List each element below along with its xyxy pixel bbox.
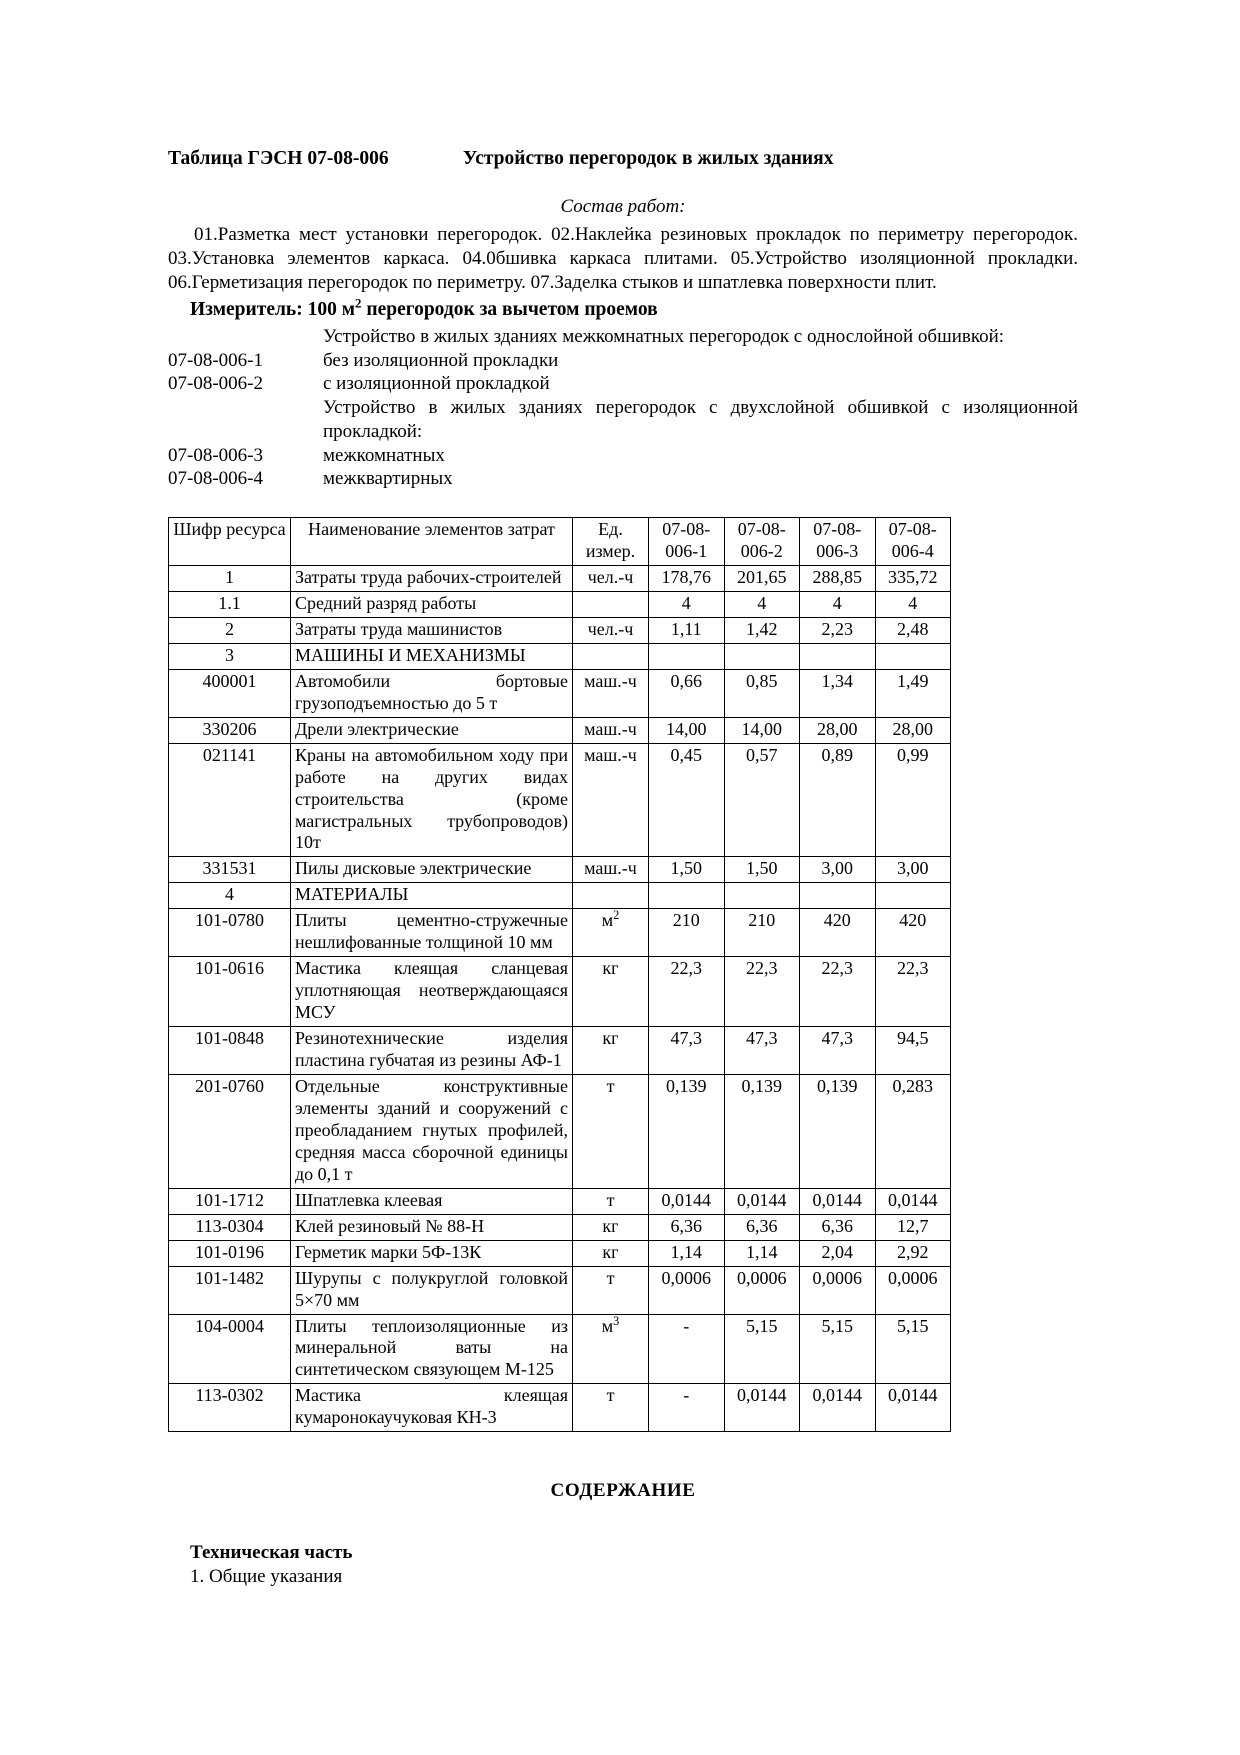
table-row [169, 617, 951, 643]
code-list-item [168, 325, 1078, 349]
cell-resource-name: Затраты труда машинистов [291, 617, 573, 643]
cell-resource-name: Отдельные конструктивные элементы зданий и сооружений с преобладанием гнутых профилей, средняя масса сборочной единицы до 0,1 т [291, 1074, 573, 1188]
table-row [169, 717, 951, 743]
cell-value-006-3: 0,0006 [800, 1266, 876, 1314]
cell-resource-name: Дрели электрические [291, 717, 573, 743]
cell-value-006-2: 0,0144 [724, 1188, 800, 1214]
code-description: с изоляционной прокладкой [323, 373, 550, 395]
table-row [169, 1384, 951, 1432]
table-row [169, 643, 951, 669]
cell-value-006-3: 0,0144 [800, 1384, 876, 1432]
cell-value-006-3: 5,15 [800, 1314, 876, 1384]
cell-value-006-3: 22,3 [800, 957, 876, 1027]
cell-unit: $м^3$ [573, 1314, 649, 1384]
cell-resource-code: 101-1712 [169, 1188, 291, 1214]
cell-resource-code: 1.1 [169, 591, 291, 617]
cell-resource-name: Плиты теплоизоляционные из минеральной ваты на синтетическом связующем М-125 [291, 1314, 573, 1384]
cell-resource-name: Резинотехнические изделия пластина губчатая из резины АФ-1 [291, 1027, 573, 1075]
cell-resource-code: 3 [169, 643, 291, 669]
cell-value-006-1: 4 [649, 591, 725, 617]
cell-value-006-2: 0,85 [724, 669, 800, 717]
column-header-006-4: 07-08-006-4 [875, 518, 951, 566]
cell-resource-code: 113-0304 [169, 1214, 291, 1240]
cell-value-006-3: 0,0144 [800, 1188, 876, 1214]
code-description: межквартирных [323, 468, 453, 490]
cell-resource-name: Клей резиновый № 88-Н [291, 1214, 573, 1240]
cell-value-006-4 [875, 883, 951, 909]
cell-value-006-1: 6,36 [649, 1214, 725, 1240]
cell-value-006-2: 47,3 [724, 1027, 800, 1075]
code-description: межкомнатных [323, 444, 445, 466]
cell-value-006-3 [800, 883, 876, 909]
table-row [169, 1027, 951, 1075]
cell-value-006-3: 420 [800, 909, 876, 957]
cell-value-006-2: 1,14 [724, 1240, 800, 1266]
cell-value-006-3: 2,23 [800, 617, 876, 643]
cell-unit: чел.-ч [573, 617, 649, 643]
table-row [169, 669, 951, 717]
cell-resource-code: 104-0004 [169, 1314, 291, 1384]
cell-unit: маш.-ч [573, 743, 649, 857]
cell-value-006-2: 5,15 [724, 1314, 800, 1384]
cell-value-006-1 [649, 643, 725, 669]
cell-value-006-1: 14,00 [649, 717, 725, 743]
cell-resource-code: 101-0616 [169, 957, 291, 1027]
cell-value-006-2: 0,57 [724, 743, 800, 857]
table-row [169, 957, 951, 1027]
cell-section-title: МАТЕРИАЛЫ [291, 883, 573, 909]
cell-resource-code: 113-0302 [169, 1384, 291, 1432]
cell-resource-name: Шпатлевка клеевая [291, 1188, 573, 1214]
cell-value-006-2: 1,50 [724, 857, 800, 883]
document-page [168, 148, 1078, 1588]
cell-value-006-4: 420 [875, 909, 951, 957]
cell-value-006-2: 201,65 [724, 565, 800, 591]
code-list-item [168, 349, 1078, 373]
table-row [169, 743, 951, 857]
cell-value-006-4: 0,0006 [875, 1266, 951, 1314]
measurement-unit [168, 296, 1078, 321]
code-label: 07-08-006-3 [168, 444, 263, 466]
cell-resource-name: Средний разряд работы [291, 591, 573, 617]
cell-value-006-1: 0,66 [649, 669, 725, 717]
code-description: Устройство в жилых зданиях перегородок с двухслойной обшивкой с изоляционной прокладкой: [323, 397, 1078, 442]
measurement-superscript: 2 [355, 296, 362, 311]
cell-value-006-1: 0,45 [649, 743, 725, 857]
cell-resource-code: 101-0848 [169, 1027, 291, 1075]
cell-value-006-4: 0,99 [875, 743, 951, 857]
cell-resource-code: 4 [169, 883, 291, 909]
cell-value-006-4: 0,283 [875, 1074, 951, 1188]
code-list-item [168, 396, 1078, 444]
cell-value-006-1: 178,76 [649, 565, 725, 591]
document-header [168, 148, 1078, 170]
code-label: 07-08-006-1 [168, 349, 263, 371]
cell-value-006-4: 0,0144 [875, 1384, 951, 1432]
cell-value-006-3: 0,139 [800, 1074, 876, 1188]
cell-resource-name: Герметик марки 5Ф-13К [291, 1240, 573, 1266]
cell-unit: кг [573, 957, 649, 1027]
resource-table [168, 517, 951, 1432]
cell-value-006-2: 14,00 [724, 717, 800, 743]
cell-value-006-1: 0,0006 [649, 1266, 725, 1314]
cell-unit: $м^2$ [573, 909, 649, 957]
cell-value-006-2: 0,0144 [724, 1384, 800, 1432]
cell-resource-code: 021141 [169, 743, 291, 857]
cell-resource-code: 101-0196 [169, 1240, 291, 1266]
technical-part-heading: Техническая часть [190, 1542, 353, 1564]
cell-value-006-4: 5,15 [875, 1314, 951, 1384]
cell-value-006-4: 12,7 [875, 1214, 951, 1240]
cell-value-006-4: 28,00 [875, 717, 951, 743]
cell-value-006-1: 210 [649, 909, 725, 957]
cell-value-006-4: 22,3 [875, 957, 951, 1027]
column-header-code: Шифр ресурса [169, 518, 291, 566]
contents-item-general-instructions: 1. Общие указания [190, 1566, 343, 1588]
cell-value-006-3: 0,89 [800, 743, 876, 857]
cell-unit [573, 883, 649, 909]
cell-unit: кг [573, 1240, 649, 1266]
cell-value-006-4: 0,0144 [875, 1188, 951, 1214]
cell-resource-code: 2 [169, 617, 291, 643]
cell-resource-name: Мастика клеящая сланцевая уплотняющая неотверждающаяся МСУ [291, 957, 573, 1027]
cell-value-006-3: 3,00 [800, 857, 876, 883]
cell-value-006-2: 210 [724, 909, 800, 957]
cell-value-006-1 [649, 883, 725, 909]
table-row [169, 1240, 951, 1266]
cell-value-006-4: 1,49 [875, 669, 951, 717]
code-list-item [168, 444, 1078, 468]
code-description: без изоляционной прокладки [323, 349, 559, 371]
cell-resource-code: 1 [169, 565, 291, 591]
column-header-006-1: 07-08-006-1 [649, 518, 725, 566]
table-row [169, 857, 951, 883]
cell-value-006-4: 335,72 [875, 565, 951, 591]
cell-value-006-1: 1,14 [649, 1240, 725, 1266]
cell-resource-name: Пилы дисковые электрические [291, 857, 573, 883]
page-title: Устройство перегородок в жилых зданиях [463, 148, 834, 169]
column-header-006-2: 07-08-006-2 [724, 518, 800, 566]
cell-value-006-4: 3,00 [875, 857, 951, 883]
cell-unit: т [573, 1266, 649, 1314]
cell-resource-code: 101-1482 [169, 1266, 291, 1314]
cell-value-006-2: 0,139 [724, 1074, 800, 1188]
cell-value-006-3: 4 [800, 591, 876, 617]
composition-label: Состав работ: [560, 196, 686, 217]
contents-title: СОДЕРЖАНИЕ [550, 1480, 696, 1502]
cell-resource-name: Плиты цементно-стружечные нешлифованные толщиной 10 мм [291, 909, 573, 957]
code-label: 07-08-006-2 [168, 373, 263, 395]
column-header-unit: Ед. измер. [573, 518, 649, 566]
cell-resource-name: Автомобили бортовые грузоподъемностью до 5 т [291, 669, 573, 717]
unit-superscript: 3 [613, 1313, 620, 1328]
cell-resource-code: 330206 [169, 717, 291, 743]
cell-value-006-3: 288,85 [800, 565, 876, 591]
cell-value-006-2: 0,0006 [724, 1266, 800, 1314]
code-list-item [168, 372, 1078, 396]
code-list [168, 325, 1078, 491]
cell-value-006-3: 47,3 [800, 1027, 876, 1075]
cell-resource-name: Мастика клеящая кумаронокаучуковая КН-3 [291, 1384, 573, 1432]
cell-unit: маш.-ч [573, 857, 649, 883]
cell-value-006-4: 94,5 [875, 1027, 951, 1075]
cell-value-006-1: 0,0144 [649, 1188, 725, 1214]
cell-value-006-4 [875, 643, 951, 669]
cell-section-title: МАШИНЫ И МЕХАНИЗМЫ [291, 643, 573, 669]
cell-value-006-4: 4 [875, 591, 951, 617]
cell-value-006-2: 6,36 [724, 1214, 800, 1240]
table-row [169, 1188, 951, 1214]
cell-value-006-1: 0,139 [649, 1074, 725, 1188]
table-body [169, 565, 951, 1431]
cell-value-006-1: - [649, 1314, 725, 1384]
column-header-006-3: 07-08-006-3 [800, 518, 876, 566]
cell-unit: чел.-ч [573, 565, 649, 591]
cell-unit: т [573, 1074, 649, 1188]
measurement-suffix: перегородок за вычетом проемов [361, 298, 658, 320]
table-row [169, 883, 951, 909]
cell-value-006-4: 2,48 [875, 617, 951, 643]
cell-value-006-3: 2,04 [800, 1240, 876, 1266]
cell-value-006-1: - [649, 1384, 725, 1432]
cell-resource-code: 331531 [169, 857, 291, 883]
cell-resource-code: 201-0760 [169, 1074, 291, 1188]
cell-value-006-1: 22,3 [649, 957, 725, 1027]
code-list-item [168, 467, 1078, 491]
cell-resource-name: Затраты труда рабочих-строителей [291, 565, 573, 591]
cell-value-006-4: 2,92 [875, 1240, 951, 1266]
composition-text: 01.Разметка мест установки перегородок. 02.Наклейка резиновых прокладок по периметру перегородок. 03.Установка элементов каркаса. 04.0бшивка каркаса плитами. 05.Устройство изоляционной прокладки. 06.Герметизация перегородок по периметру. 07.Заделка стыков и шпатлевка поверхности плит. [168, 224, 1078, 293]
cell-unit: маш.-ч [573, 669, 649, 717]
cell-value-006-3: 6,36 [800, 1214, 876, 1240]
cell-unit: т [573, 1188, 649, 1214]
cell-resource-code: 101-0780 [169, 909, 291, 957]
cell-value-006-2 [724, 643, 800, 669]
table-row [169, 1074, 951, 1188]
cell-value-006-3: 1,34 [800, 669, 876, 717]
cell-value-006-2: 1,42 [724, 617, 800, 643]
cell-value-006-2 [724, 883, 800, 909]
cell-resource-name: Краны на автомобильном ходу при работе на других видах строительства (кроме магистральных трубопроводов) 10т [291, 743, 573, 857]
cell-value-006-1: 47,3 [649, 1027, 725, 1075]
table-header-row [169, 518, 951, 566]
cell-value-006-1: 1,50 [649, 857, 725, 883]
table-row [169, 1214, 951, 1240]
cell-value-006-2: 4 [724, 591, 800, 617]
table-row [169, 565, 951, 591]
table-row [169, 1266, 951, 1314]
contents-section [168, 1480, 1078, 1588]
cell-resource-code: 400001 [169, 669, 291, 717]
code-description: Устройство в жилых зданиях межкомнатных перегородок с однослойной обшивкой: [323, 325, 1005, 347]
cell-unit [573, 643, 649, 669]
table-header [169, 518, 951, 566]
table-row [169, 591, 951, 617]
cell-unit: маш.-ч [573, 717, 649, 743]
table-number: Таблица ГЭСН 07-08-006 [168, 148, 389, 169]
cell-unit: т [573, 1384, 649, 1432]
cell-value-006-2: 22,3 [724, 957, 800, 1027]
column-header-name: Наименование элементов затрат [291, 518, 573, 566]
table-row [169, 1314, 951, 1384]
cell-value-006-3 [800, 643, 876, 669]
cell-unit: кг [573, 1027, 649, 1075]
cell-value-006-1: 1,11 [649, 617, 725, 643]
measurement-prefix: Измеритель: 100 м [190, 298, 356, 320]
cell-value-006-3: 28,00 [800, 717, 876, 743]
code-label: 07-08-006-4 [168, 468, 263, 490]
cell-unit: кг [573, 1214, 649, 1240]
table-row [169, 909, 951, 957]
cell-unit [573, 591, 649, 617]
cell-resource-name: Шурупы с полукруглой головкой 5×70 мм [291, 1266, 573, 1314]
unit-superscript: 2 [613, 908, 620, 923]
